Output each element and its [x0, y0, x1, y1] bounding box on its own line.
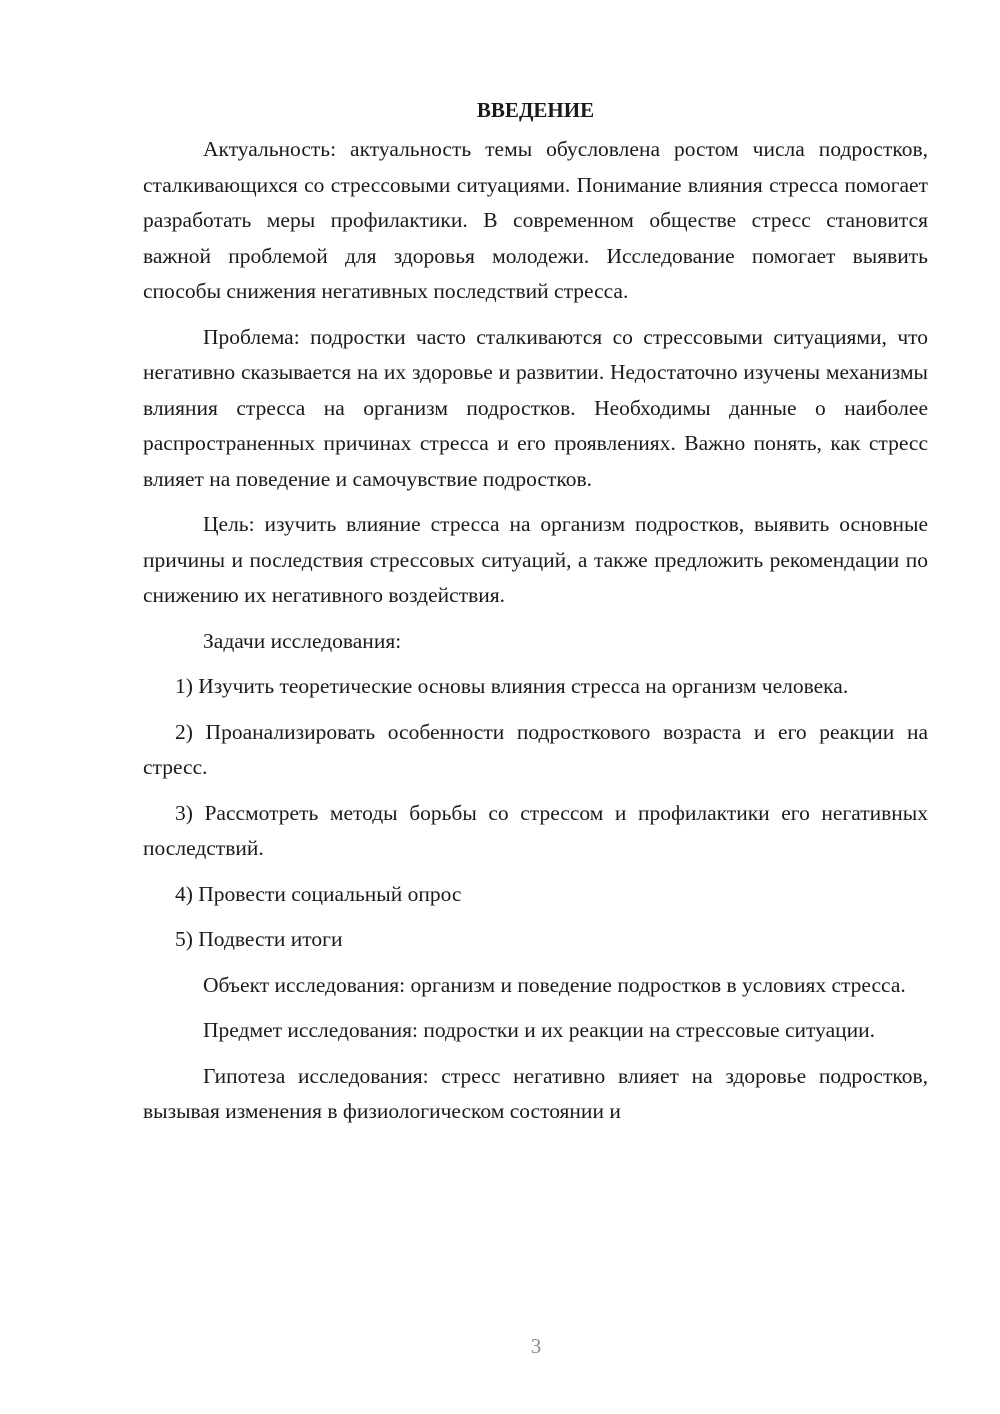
paragraph-problem: Проблема: подростки часто сталкиваются со стрессовыми ситуациями, что негативно сказывается на их здоровье и развитии. Недостаточно изучены механизмы влияния стресса на организм подростков. Необходимы данные о наиболее распространенных причинах стресса и его проявлениях. Важно понять, как стресс влияет на поведение и самочувствие подростков. [143, 324, 928, 491]
paragraph-relevance: Актуальность: актуальность темы обусловлена ростом числа подростков, сталкивающихся со стрессовыми ситуациями. Понимание влияния стресса помогает разработать меры профилактики. В современном обществе стресс становится важной проблемой для здоровья молодежи. Исследование помогает выявить способы снижения негативных последствий стресса. [143, 137, 928, 303]
paragraph-goal: Цель: изучить влияние стресса на организм подростков, выявить основные причины и последствия стрессовых ситуаций, а также предложить рекомендации по снижению их негативного воздействия. [143, 512, 928, 607]
document-body [143, 95, 928, 1140]
task-item-3: 3) Рассмотреть методы борьбы со стрессом и профилактики его негативных последствий. [143, 800, 928, 860]
task-item-4: 4) Провести социальный опрос [175, 881, 462, 906]
task-item-1: 1) Изучить теоретические основы влияния стресса на организм человека. [175, 674, 849, 698]
task-item-2: 2) Проанализировать особенности подросткового возраста и его реакции на стресс. [143, 719, 928, 779]
paragraph-object: Объект исследования: организм и поведение подростков в условиях стресса. [203, 972, 906, 997]
task-item-5: 5) Подвести итоги [175, 927, 343, 951]
page-number: 3 [530, 1334, 542, 1358]
paragraph-hypothesis: Гипотеза исследования: стресс негативно влияет на здоровье подростков, вызывая изменения в физиологическом состоянии и [143, 1063, 928, 1123]
section-title: ВВЕДЕНИЕ [476, 98, 595, 122]
paragraph-subject: Предмет исследования: подростки и их реакции на стрессовые ситуации. [203, 1018, 876, 1042]
tasks-heading: Задачи исследования: [203, 628, 402, 653]
